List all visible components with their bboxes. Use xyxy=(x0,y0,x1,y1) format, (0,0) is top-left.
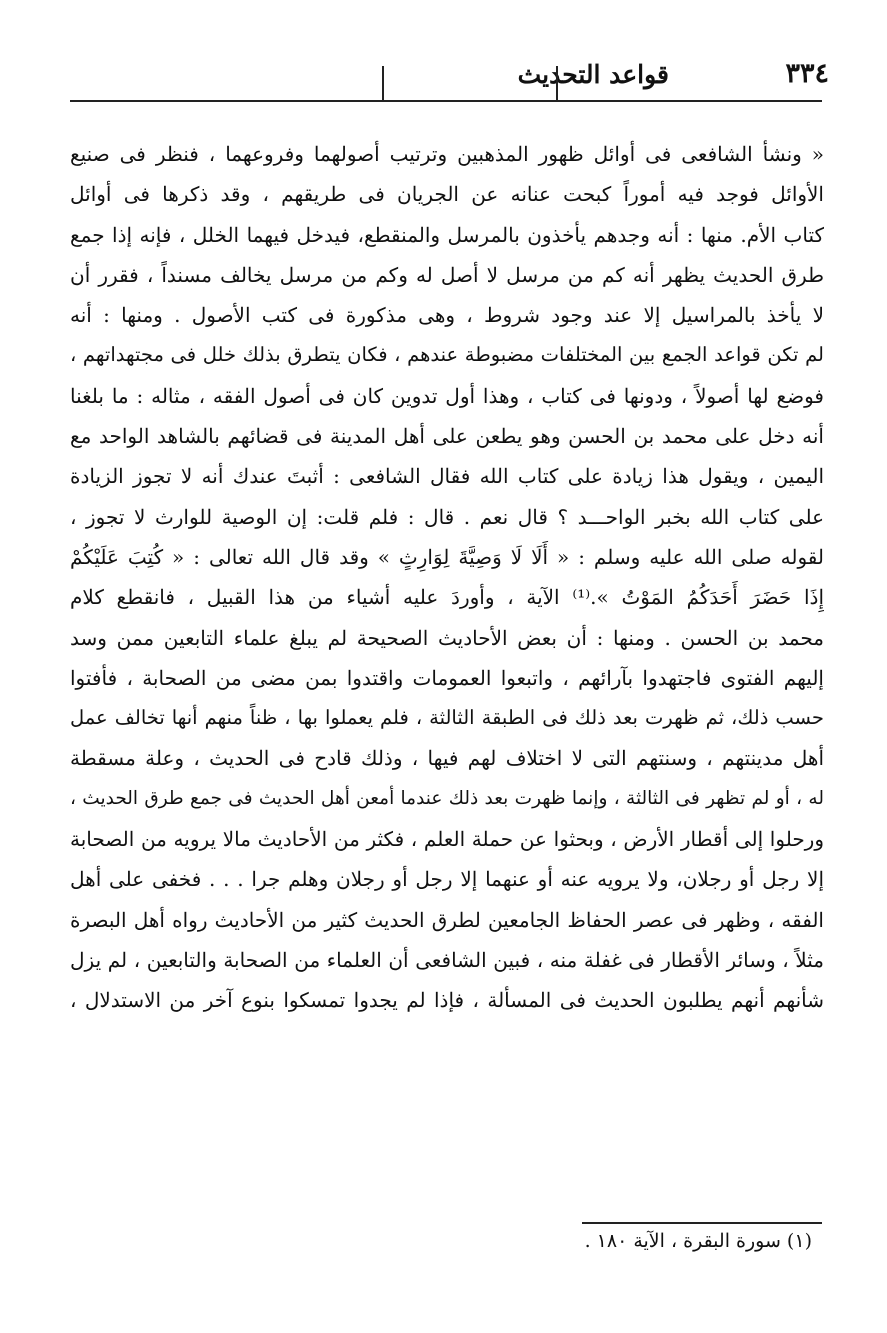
text-line: على كتاب الله بخبر الواحـــد ؟ قال نعم . قال : فلم قلت: إن الوصية للوارث لا تجوز ، xyxy=(70,504,824,529)
text-line: إليهم الفتوى فاجتهدوا بآرائهم ، واتبعوا العمومات واقتدوا بمن مضى من الصحابة ، فأفتوا xyxy=(70,665,824,690)
text-line: ورحلوا إلى أقطار الأرض ، وبحثوا عن حملة العلم ، فكثر من الأحاديث مالا يرويه من الصحابة xyxy=(70,827,824,852)
text-line: فوضع لها أصولاً ، ودونها فى كتاب ، وهذا أول تدوين كان فى أصول الفقه ، مثاله : ما بلغنا xyxy=(70,383,824,408)
text-line: أهل مدينتهم ، وسنتهم التى لا اختلاف لهم فيها ، وذلك قادح فى الحديث ، وعلة مسقطة xyxy=(70,746,824,771)
text-line: محمد بن الحسن . ومنها : أن بعض الأحاديث الصحيحة لم يبلغ علماء التابعين ممن وسد xyxy=(70,625,824,650)
text-line: إلا رجل أو رجلان، ولا يرويه عنه أو عنهما إلا رجل أو رجلان وهلم جرا . . . فخفى على أهل xyxy=(70,867,824,892)
footnote: (١) سورة البقرة ، الآية ١٨٠ . xyxy=(584,1230,812,1252)
text-line: شأنهم أنهم يطلبون الحديث فى المسألة ، فإذا لم يجدوا تمسكوا بنوع آخر من الاستدلال ، xyxy=(70,988,824,1013)
text-line: الفقه ، وظهر فى عصر الحفاظ الجامعين لطرق الحديث كثير من الأحاديث رواه أهل البصرة xyxy=(70,907,824,932)
text-line: طرق الحديث يظهر أنه كم من مرسل لا أصل له وكم من مرسل يخالف مسنداً ، فقرر أن xyxy=(70,262,824,287)
header-rule xyxy=(70,100,822,102)
footnote-rule xyxy=(582,1222,822,1224)
text-line: له ، أو لم تظهر فى الثالثة ، وإنما ظهرت بعد ذلك عندما أمعن أهل الحديث فى جمع طرق الحديث ، xyxy=(70,787,824,809)
page-number: ٣٣٤ xyxy=(785,58,829,89)
running-title: قواعد التحديث xyxy=(517,60,669,89)
text-line: مثلاً ، وسائر الأقطار فى غفلة منه ، فبين الشافعى أن العلماء من الصحابة والتابعين ، لم يزل xyxy=(70,947,824,972)
text-line: « ونشأ الشافعى فى أوائل ظهور المذهبين وترتيب أصولهما وفروعهما ، فنظر فى صنيع xyxy=(70,142,824,166)
text-line: الأوائل فوجد فيه أموراً كبحت عنانه عن الجريان فى طريقهم ، وقد ذكرها فى أوائل xyxy=(70,182,824,207)
body-text xyxy=(70,134,824,1021)
header-divider-left xyxy=(382,66,384,102)
text-line: حسب ذلك، ثم ظهرت بعد ذلك فى الطبقة الثالثة ، فلم يعملوا بها ، ظناً منهم أنها تخالف عمل xyxy=(70,706,824,730)
text-line: لا يأخذ بالمراسيل إلا عند وجود شروط ، وهى مذكورة فى كتب الأصول . ومنها : أنه xyxy=(70,303,824,328)
text-line: لقوله صلى الله عليه وسلم : « أَلَا لَا وَصِيَّةَ لِوَارِثٍ » وقد قال الله تعالى : « كُتِبَ عَلَيْكُمْ xyxy=(70,544,824,569)
text-line: إِذَا حَضَرَ أَحَدَكُمُ المَوْتُ ».⁽¹⁾ الآية ، وأوردَ عليه أشياء من هذا القبيل ، فانقطع كلام xyxy=(70,585,824,610)
page-header xyxy=(70,56,829,106)
text-line: لم تكن قواعد الجمع بين المختلفات مضبوطة عندهم ، فكان يتطرق بذلك خلل فى مجتهداتهم ، xyxy=(70,343,824,367)
text-line: أنه دخل على محمد بن الحسن وهو يطعن على أهل المدينة فى قضائهم بالشاهد الواحد مع xyxy=(70,424,824,449)
header-divider-right xyxy=(556,66,558,102)
text-line: اليمين ، ويقول هذا زيادة على كتاب الله فقال الشافعى : أثبتَ عندك أنه لا تجوز الزيادة xyxy=(70,464,824,489)
text-line: كتاب الأم. منها : أنه وجدهم يأخذون بالمرسل والمنقطع، فيدخل فيهما الخلل ، فإنه إذا جمع xyxy=(70,222,824,247)
